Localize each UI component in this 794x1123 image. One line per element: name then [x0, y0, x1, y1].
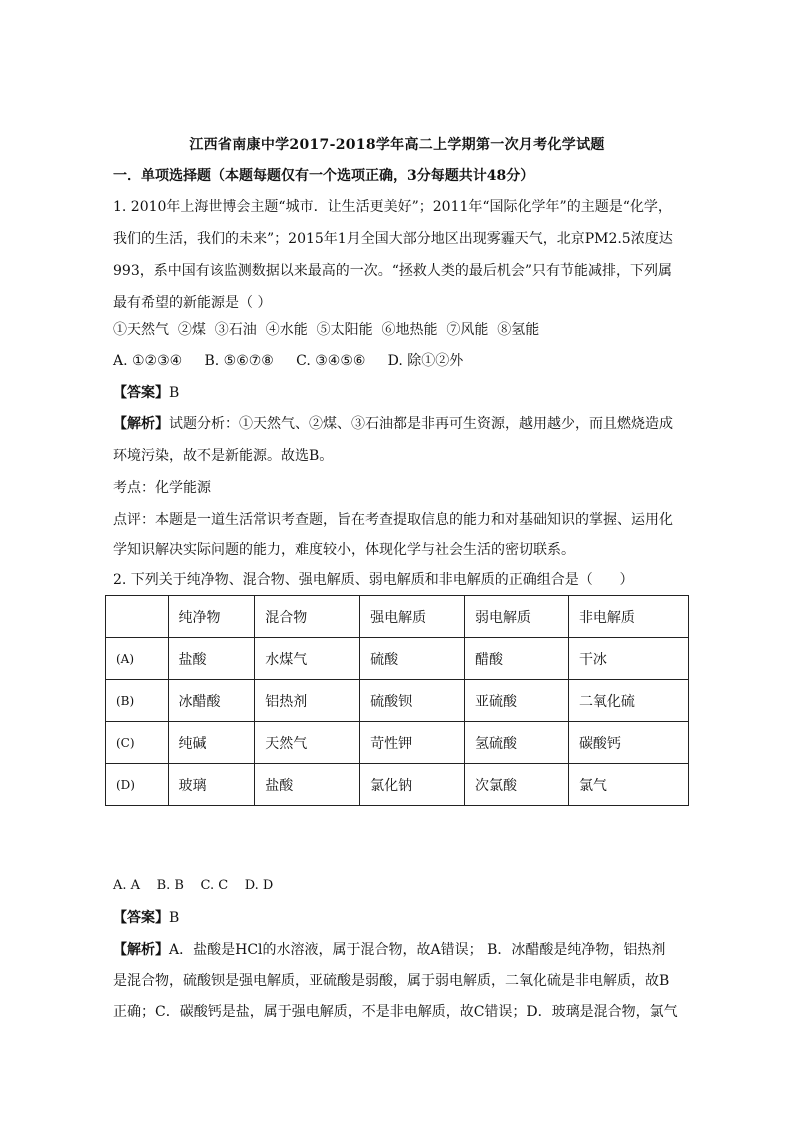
analysis-tag: 【解析】: [113, 416, 169, 432]
q1-stem-line: 993，系中国有该监测数据以来最高的一次。“拯救人类的最后机会”只有节能减排，下列属: [113, 263, 673, 279]
table-cell: 硫酸钡: [360, 680, 465, 722]
table-cell: 苛性钾: [360, 722, 465, 764]
table-cell: (B): [106, 680, 169, 722]
table-header: 非电解质: [568, 596, 688, 638]
q2-analysis-line: 是混合物，硫酸钡是强电解质，亚硫酸是弱酸，属于弱电解质，二氧化硫是非电解质，故B: [113, 973, 670, 989]
q1-options: A. ①②③④ B. ⑤⑥⑦⑧ C. ③④⑤⑥ D. 除①②外: [113, 353, 464, 369]
section-heading: 一．单项选择题（本题每题仅有一个选项正确，3分每题共计48分）: [113, 168, 535, 184]
q1-dianping-line: 学知识解决实际问题的能力，难度较小，体现化学与社会生活的密切联系。: [113, 542, 575, 558]
table-cell: 硫酸: [360, 638, 465, 680]
table-cell: 铝热剂: [255, 680, 360, 722]
answer-tag: 【答案】: [113, 910, 169, 926]
q2-table: [105, 595, 689, 806]
table-row: [106, 680, 689, 722]
analysis-text: A．盐酸是HCl的水溶液，属于混合物，故A错误； B．冰醋酸是纯净物，铝热剂: [169, 942, 666, 958]
q2-analysis-line: [113, 940, 665, 960]
q1-stem-line: 1. 2010年上海世博会主题“城市．让生活更美好”；2011年“国际化学年”的主题是“化学，: [113, 199, 672, 215]
table-header: 强电解质: [360, 596, 465, 638]
table-header-row: [106, 596, 689, 638]
answer-value: B: [169, 385, 180, 401]
table-cell: 干冰: [568, 638, 688, 680]
q1-analysis-line: [113, 414, 673, 434]
table-header: 混合物: [255, 596, 360, 638]
page-title: 江西省南康中学2017-2018学年高二上学期第一次月考化学试题: [189, 137, 605, 153]
q2-stem: 2. 下列关于纯净物、混合物、强电解质、弱电解质和非电解质的正确组合是（ ）: [113, 572, 634, 588]
table-row: [106, 722, 689, 764]
table-cell: (A): [106, 638, 169, 680]
table-cell: 天然气: [255, 722, 360, 764]
table-row: [106, 638, 689, 680]
q1-answer: [113, 383, 179, 403]
table-cell: 玻璃: [168, 764, 255, 806]
table-header: 纯净物: [168, 596, 255, 638]
q2-options: A. A B. B C. C D. D: [113, 878, 274, 893]
q1-kaodian: 考点：化学能源: [113, 480, 211, 496]
table-cell: 水煤气: [255, 638, 360, 680]
table-header: 弱电解质: [465, 596, 569, 638]
q1-stem-line: 最有希望的新能源是（ ）: [113, 295, 272, 311]
table-row: [106, 764, 689, 806]
q1-items: ①天然气 ②煤 ③石油 ④水能 ⑤太阳能 ⑥地热能 ⑦风能 ⑧氢能: [113, 322, 540, 338]
table-cell: 醋酸: [465, 638, 569, 680]
answer-tag: 【答案】: [113, 385, 169, 401]
table-cell: 盐酸: [255, 764, 360, 806]
table-cell: 冰醋酸: [168, 680, 255, 722]
table-cell: 盐酸: [168, 638, 255, 680]
q1-dianping-line: 点评：本题是一道生活常识考查题，旨在考查提取信息的能力和对基础知识的掌握、运用化: [113, 512, 673, 528]
table-cell: 次氯酸: [465, 764, 569, 806]
table-cell: 二氧化硫: [568, 680, 688, 722]
q2-answer: [113, 908, 179, 928]
table-cell: [106, 596, 169, 638]
q2-analysis-line: 正确；C．碳酸钙是盐，属于强电解质，不是非电解质，故C错误；D．玻璃是混合物，氯气: [113, 1004, 678, 1020]
table-cell: (D): [106, 764, 169, 806]
q1-analysis-line: 环境污染，故不是新能源。故选B。: [113, 448, 334, 464]
table-cell: (C): [106, 722, 169, 764]
analysis-tag: 【解析】: [113, 942, 169, 958]
table-cell: 氯化钠: [360, 764, 465, 806]
table-cell: 亚硫酸: [465, 680, 569, 722]
table-cell: 氯气: [568, 764, 688, 806]
table-cell: 碳酸钙: [568, 722, 688, 764]
answer-value: B: [169, 910, 180, 926]
q1-stem-line: 我们的生活，我们的未来”；2015年1月全国大部分地区出现雾霾天气，北京PM2.5浓度达: [113, 231, 673, 247]
analysis-text: 试题分析：①天然气、②煤、③石油都是非再可生资源，越用越少，而且燃烧造成: [169, 416, 673, 432]
table-cell: 纯碱: [168, 722, 255, 764]
table-cell: 氢硫酸: [465, 722, 569, 764]
